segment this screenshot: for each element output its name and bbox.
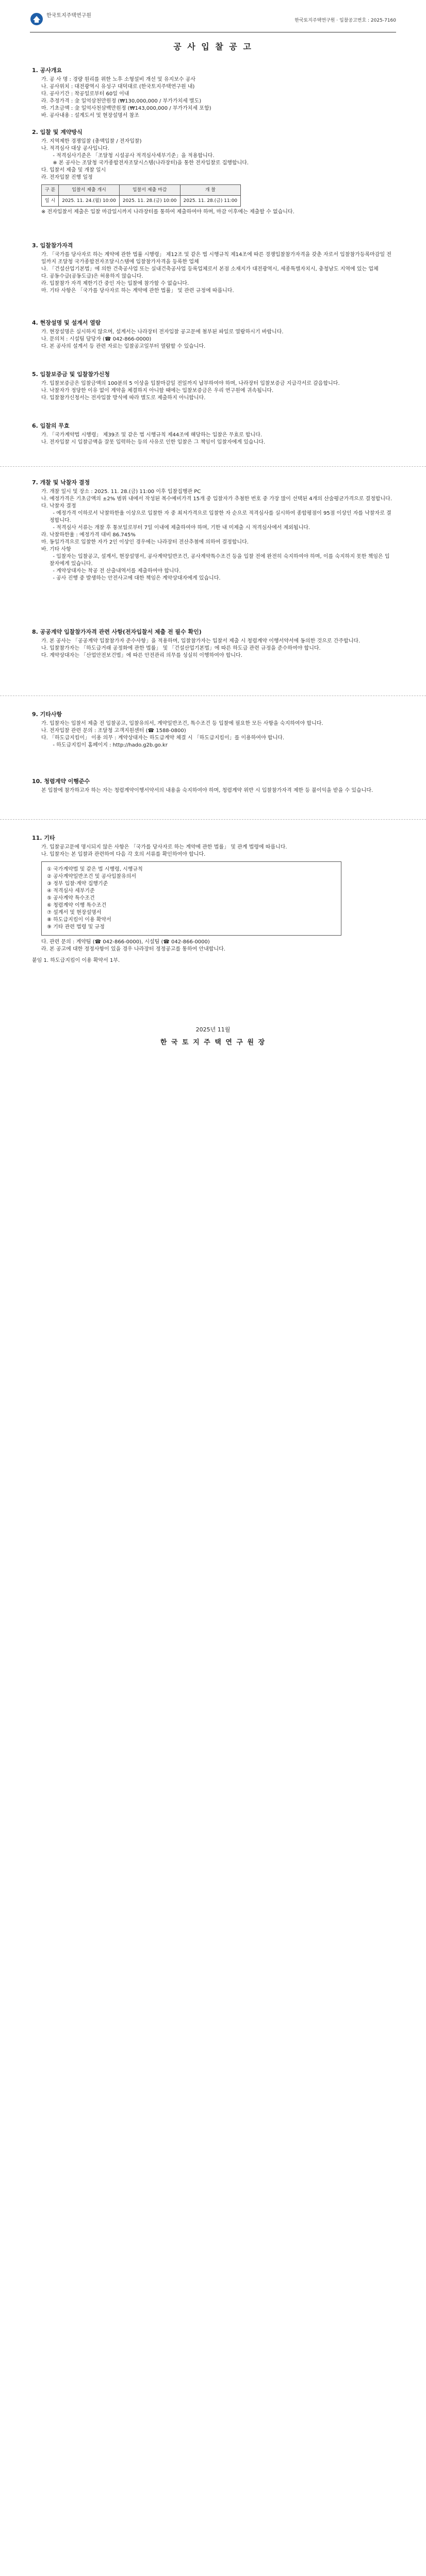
section-heading: 3. 입찰참가자격 — [32, 242, 73, 249]
notice-header — [30, 9, 396, 30]
table-header-cell: 개 찰 — [180, 185, 241, 196]
section-invalid-bids — [32, 422, 393, 446]
text-line: - 공사 진행 중 발생하는 안전사고에 대한 책임은 계약상대자에게 있습니다. — [50, 575, 221, 581]
text-line: 본 입찰에 참가하고자 하는 자는 청렴계약이행서약서의 내용을 숙지하여야 하며, 청렴계약 위반 시 입찰참가자격 제한 등 불이익을 받을 수 있습니다. — [41, 788, 373, 793]
notice-date: 2025년 11월 — [195, 1026, 231, 1033]
text-line: 다. 낙찰자 결정 — [41, 503, 76, 509]
list-item: ⑤ 공사계약 특수조건 — [47, 895, 95, 901]
text-line: 다. 계약상대자는 「산업안전보건법」에 따른 안전관리 의무를 성실히 이행하여야 합니다. — [41, 653, 242, 658]
schedule-table — [41, 184, 241, 207]
text-line: 가. 입찰자는 입찰서 제출 전 입찰공고, 입찰유의서, 계약일반조건, 특수조건 등 입찰에 필요한 모든 사항을 숙지하여야 합니다. — [41, 721, 323, 726]
text-line: 나. 공사위치 : 대전광역시 유성구 대덕대로 (한국토지주택연구원 내) — [41, 84, 195, 90]
section-bid-bond — [32, 371, 393, 402]
text-line: - 하도급지킴이 홈페이지 : http://hado.g2b.go.kr — [50, 742, 168, 748]
text-line: 바. 공사내용 : 설계도서 및 현장설명서 참조 — [41, 113, 139, 118]
note-text: ※ 전자입찰서 제출은 입찰 마감일시까지 나라장터를 통하여 제출하여야 하며, 마감 이후에는 제출할 수 없습니다. — [41, 209, 294, 215]
section-heading: 6. 입찰의 무효 — [32, 422, 70, 429]
list-item: ⑥ 청렴계약 이행 특수조건 — [47, 903, 107, 908]
section-eligibility — [32, 242, 393, 295]
text-line: 라. 본 공고에 대한 정정사항이 있을 경우 나라장터 정정공고를 통하여 안내합니다. — [41, 946, 225, 952]
org-name: 한국토지주택연구원 — [46, 13, 91, 19]
text-line: 다. 입찰참가신청서는 전자입찰 방식에 따라 별도로 제출하지 아니합니다. — [41, 395, 206, 401]
section-heading: 2. 입찰 및 계약방식 — [32, 129, 83, 135]
text-line: - 적격심사 서류는 개찰 후 통보일로부터 7일 이내에 제출하여야 하며, 기한 내 미제출 시 적격심사에서 제외됩니다. — [50, 525, 310, 531]
issuer-name: 한 국 토 지 주 택 연 구 원 장 — [160, 1039, 266, 1046]
text-line: 나. 「건설산업기본법」에 의한 건축공사업 또는 실내건축공사업 등록업체로서 본점 소재지가 대전광역시, 세종특별자치시, 충청남도 지역에 있는 업체 — [41, 266, 379, 272]
text-line: - 입찰자는 입찰공고, 설계서, 현장설명서, 공사계약일반조건, 공사계약특수조건 등을 입찰 전에 완전히 숙지하여야 하며, 이를 숙지하지 못한 책임은 입찰자에게 있습니다. — [50, 554, 390, 567]
section-heading: 4. 현장설명 및 설계서 열람 — [32, 319, 101, 326]
section-overview — [32, 67, 393, 120]
table-cell: 일 시 — [42, 196, 59, 207]
table-header-cell: 구 분 — [42, 185, 59, 196]
text-line: - 계약상대자는 착공 전 산출내역서를 제출하여야 합니다. — [50, 568, 181, 574]
text-line: 마. 기타 사항은 「국가를 당사자로 하는 계약에 관한 법률」 및 관련 규정에 따릅니다. — [41, 288, 234, 294]
list-item: ⑦ 설계서 및 현장설명서 — [47, 910, 102, 916]
text-line: ※ 본 공사는 조달청 국가종합전자조달시스템(나라장터)을 통한 전자입찰로 집행합니다. — [50, 160, 249, 166]
text-line: 가. 공 사 명 : 경량 원리를 위한 노후 소형설비 개선 및 유지보수 공사 — [41, 77, 196, 82]
section-heading: 9. 기타사항 — [32, 711, 62, 718]
table-row — [42, 196, 241, 207]
text-line: 나. 예정가격은 기초금액의 ±2% 범위 내에서 작성된 복수예비가격 15개 중 입찰자가 추첨한 번호 중 가장 많이 선택된 4개의 산술평균가격으로 결정합니다. — [41, 496, 392, 502]
list-item: ② 공사계약일반조건 및 공사입찰유의서 — [47, 874, 137, 879]
page-break — [0, 466, 426, 467]
section-heading: 5. 입찰보증금 및 입찰참가신청 — [32, 371, 110, 378]
table-header-row — [42, 185, 241, 196]
table-cell: 2025. 11. 28.(금) 11:00 — [180, 196, 241, 207]
list-item: ① 국가계약법 및 같은 법 시행령, 시행규칙 — [47, 867, 143, 872]
text-line: - 적격심사기준은 「조달청 시설공사 적격심사세부기준」을 적용합니다. — [50, 153, 215, 159]
text-line: 나. 문의처 : 시설팀 담당자 (☎ 042-866-0000) — [41, 336, 152, 342]
section-site-briefing — [32, 319, 393, 350]
text-line: 가. 본 공사는 「공공계약 입찰참가자 준수사항」을 적용하며, 입찰참가자는 입찰서 제출 시 청렴계약 이행서약서에 동의한 것으로 간주합니다. — [41, 638, 361, 644]
text-line: 가. 「국가를 당사자로 하는 계약에 관한 법률 시행령」 제12조 및 같은 법 시행규칙 제14조에 따른 경쟁입찰참가자격을 갖춘 자로서 입찰참가등록마감일 전일까지 조달청 국가종합전자조달시스템에 입찰참가자격을 등록한 업체 — [41, 252, 391, 265]
text-line: 다. 본 공사의 설계서 등 관련 자료는 입찰공고일부터 열람할 수 있습니다. — [41, 344, 206, 349]
section-other — [32, 835, 393, 964]
section-heading: 10. 청렴계약 이행준수 — [32, 778, 90, 785]
table-cell: 2025. 11. 24.(월) 10:00 — [59, 196, 120, 207]
text-line: 라. 추정가격 : 金 일억삼천만원정 (₩130,000,000 / 부가가치세 별도) — [41, 98, 202, 104]
text-line: 라. 낙찰하한율 : 예정가격 대비 86.745% — [41, 532, 136, 538]
text-line: 가. 입찰공고문에 명시되지 않은 사항은 「국가를 당사자로 하는 계약에 관한 법률」 및 관계 법령에 따릅니다. — [41, 844, 287, 850]
section-heading: 7. 개찰 및 낙찰자 결정 — [32, 479, 90, 486]
table-header-cell: 입찰서 제출 개시 — [59, 185, 120, 196]
text-line: 나. 전자입찰 관련 문의 : 조달청 고객지원센터 (☎ 1588-0800) — [41, 728, 186, 734]
text-line: 다. 「하도급지킴이」 이용 의무 : 계약상대자는 하도급계약 체결 시 「하도급지킴이」를 이용하여야 합니다. — [41, 735, 285, 741]
section-integrity — [32, 778, 393, 794]
table-header-cell: 입찰서 제출 마감 — [119, 185, 180, 196]
text-line: 다. 공동수급(공동도급)은 허용하지 않습니다. — [41, 274, 143, 279]
text-line: 다. 공사기간 : 착공일로부터 60일 이내 — [41, 91, 129, 97]
text-line: 바. 기타 사항 — [41, 547, 71, 552]
text-line: 가. 지역제한 경쟁입찰 (총액입찰 / 전자입찰) — [41, 139, 142, 144]
text-line: 나. 전자입찰 시 입찰금액을 잘못 입력하는 등의 사유로 인한 입찰은 그 책임이 입찰자에게 있습니다. — [41, 439, 266, 445]
text-line: 가. 개찰 일시 및 장소 : 2025. 11. 28.(금) 11:00 이후 입찰집행관 PC — [41, 489, 201, 495]
table-cell: 2025. 11. 28.(금) 10:00 — [119, 196, 180, 207]
list-item: ⑨ 기타 관련 법령 및 규정 — [47, 924, 105, 930]
page-break — [0, 819, 426, 820]
text-line: 가. 입찰보증금은 입찰금액의 100분의 5 이상을 입찰마감일 전일까지 납부하여야 하며, 나라장터 입찰보증금 지급각서로 갈음합니다. — [41, 381, 340, 386]
text-line: 라. 전자입찰 진행 일정 — [41, 175, 93, 180]
org-logo-icon — [30, 12, 43, 26]
text-line: 나. 입찰참가자는 「하도급거래 공정화에 관한 법률」 및 「건설산업기본법」에 따른 하도급 관련 규정을 준수하여야 합니다. — [41, 646, 321, 651]
section-award — [32, 479, 393, 582]
text-line: 마. 기초금액 : 金 일억사천삼백만원정 (₩143,000,000 / 부가가치세 포함) — [41, 106, 211, 111]
appendix-label: 붙임 1. 하도급지킴이 이용 확약서 1부. — [32, 958, 120, 963]
list-item: ③ 정부 입찰·계약 집행기준 — [47, 881, 108, 887]
section-heading: 8. 공공계약 입찰참가자격 관련 사항(전자입찰서 제출 전 필수 확인) — [32, 629, 202, 635]
text-line: 라. 입찰참가 자격 제한기간 중인 자는 입찰에 참가할 수 없습니다. — [41, 281, 189, 286]
section-heading: 1. 공사개요 — [32, 67, 62, 74]
document-list-box — [41, 861, 341, 936]
notice-number: 한국토지주택연구원 · 입찰공고번호 : 2025-7160 — [294, 18, 396, 23]
page-title: 공 사 입 찰 공 고 — [173, 42, 253, 52]
text-line: 다. 관련 문의 : 계약팀 (☎ 042-866-0000), 시설팀 (☎ 042-866-0000) — [41, 939, 210, 945]
text-line: 마. 동일가격으로 입찰한 자가 2인 이상인 경우에는 나라장터 전산추첨에 의하여 결정합니다. — [41, 539, 249, 545]
text-line: 다. 입찰서 제출 및 개찰 일시 — [41, 167, 106, 173]
text-line: - 예정가격 이하로서 낙찰하한율 이상으로 입찰한 자 중 최저가격으로 입찰한 자 순으로 적격심사를 실시하여 종합평점이 95점 이상인 자를 낙찰자로 결정합니다. — [50, 511, 391, 523]
text-line: 나. 적격심사 대상 공사입니다. — [41, 146, 109, 151]
section-heading: 11. 기타 — [32, 835, 55, 841]
list-item: ⑧ 하도급지킴이 이용 확약서 — [47, 917, 111, 923]
list-item: ④ 적격심사 세부기준 — [47, 888, 95, 894]
text-line: 나. 입찰자는 본 입찰과 관련하여 다음 각 호의 서류를 확인하여야 합니다. — [41, 852, 206, 857]
section-bid-method — [32, 129, 393, 216]
text-line: 가. 현장설명은 실시하지 않으며, 설계서는 나라장터 전자입찰 공고문에 첨부된 파일로 열람하시기 바랍니다. — [41, 329, 284, 335]
text-line: 가. 「국가계약법 시행령」 제39조 및 같은 법 시행규칙 제44조에 해당하는 입찰은 무효로 합니다. — [41, 432, 263, 438]
section-misc — [32, 711, 393, 749]
text-line: 나. 낙찰자가 정당한 이유 없이 계약을 체결하지 아니할 때에는 입찰보증금은 우리 연구원에 귀속됩니다. — [41, 388, 274, 394]
section-public-contract — [32, 629, 393, 659]
